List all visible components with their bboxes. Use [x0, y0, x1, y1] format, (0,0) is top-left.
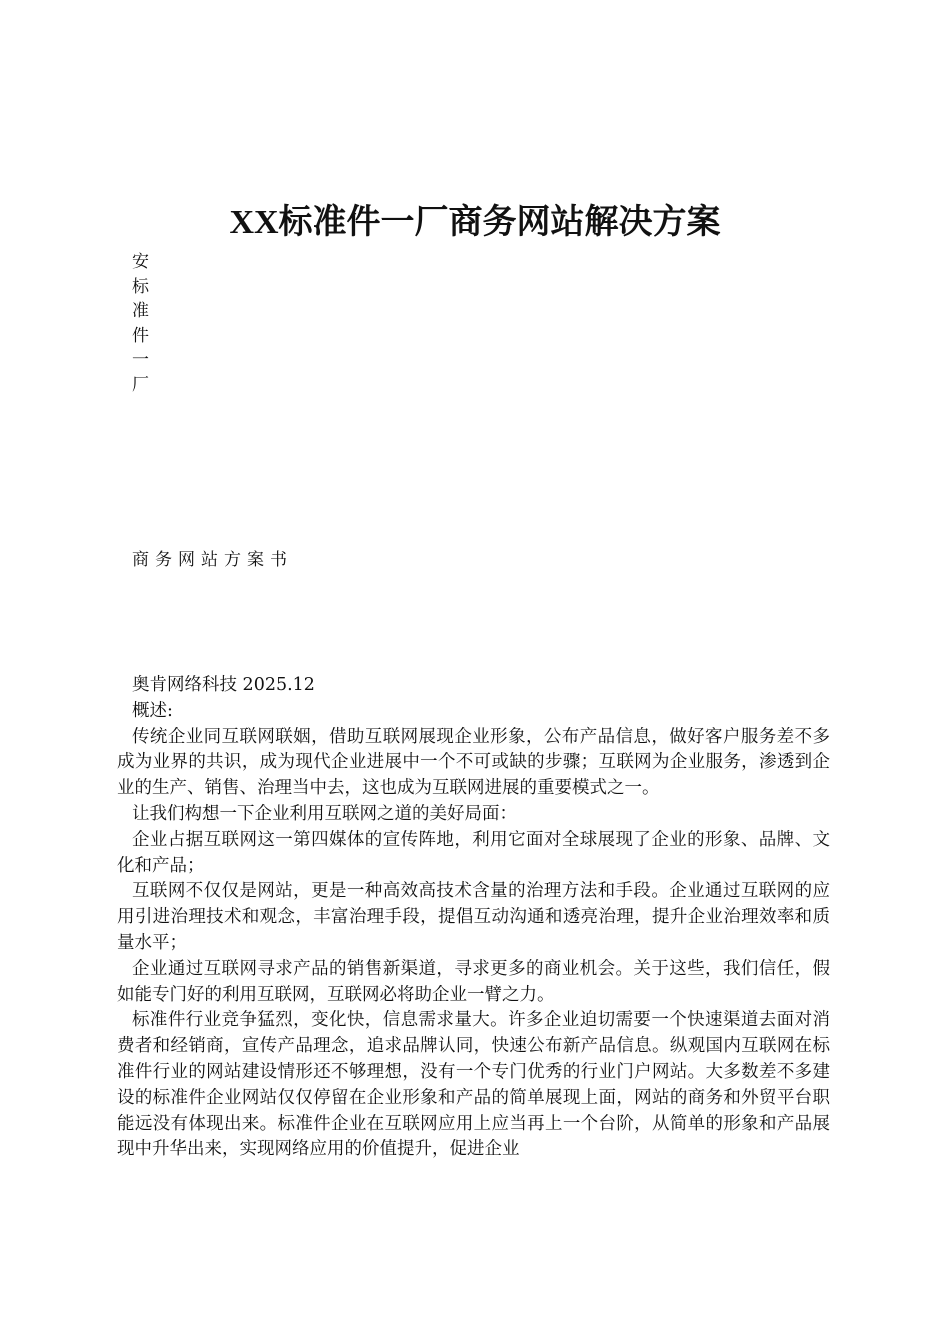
- overview-label: 概述:: [132, 700, 173, 721]
- vertical-organization-name: [132, 250, 154, 397]
- document-title: XX标准件一厂商务网站解决方案: [229, 204, 721, 241]
- vertical-char: 安: [132, 252, 149, 272]
- vertical-char: 准: [132, 301, 149, 321]
- body-paragraph: 让我们构想一下企业利用互联网之道的美好局面：: [132, 803, 517, 824]
- body-paragraph: 标准件行业竞争猛烈，变化快，信息需求量大。许多企业迫切需要一个快速渠道去面对消费者和经销商，宣传产品理念，追求品牌认同，快速公布新产品信息。纵观国内互联网在标准件行业的网站建设情形还不够理想，没有一个专门优秀的行业门户网站。大多数差不多建设的标准件企业网站仅仅停留在企业形象和产品的简单展现上面，网站的商务和外贸平台职能远没有体现出来。标准件企业在互联网应用上应当再上一个台阶，从简单的形象和产品展现中升华出来，实现网络应用的价值提升，促进企业: [117, 1010, 830, 1160]
- body-paragraph: 传统企业同互联网联姻，借助互联网展现企业形象，公布产品信息，做好客户服务差不多成为业界的共识，成为现代企业进展中一个不可或缺的步骤；互联网为企业服务，渗透到企业的生产、销售、治理当中去，这也成为互联网进展的重要模式之一。: [117, 726, 830, 799]
- vertical-char: 标: [132, 276, 149, 297]
- document-body: [117, 673, 830, 1163]
- organization-date: 奥肯网络科技 2025.12: [132, 675, 315, 695]
- body-paragraph: 互联网不仅仅是网站，更是一种高效高技术含量的治理方法和手段。企业通过互联网的应用引进治理技术和观念，丰富治理手段，提倡互动沟通和透亮治理，提升企业治理效率和质量水平；: [117, 881, 830, 953]
- body-paragraph: 企业占据互联网这一第四媒体的宣传阵地，利用它面对全球展现了企业的形象、品牌、文化和产品；: [117, 829, 830, 876]
- vertical-char: 厂: [132, 374, 149, 395]
- document-subtitle: 商务网站方案书: [132, 550, 293, 570]
- body-paragraph: 企业通过互联网寻求产品的销售新渠道，寻求更多的商业机会。关于这些，我们信任，假如能专门好的利用互联网，互联网必将助企业一臂之力。: [117, 958, 830, 1005]
- vertical-char: 一: [132, 350, 149, 370]
- vertical-char: 件: [132, 325, 149, 346]
